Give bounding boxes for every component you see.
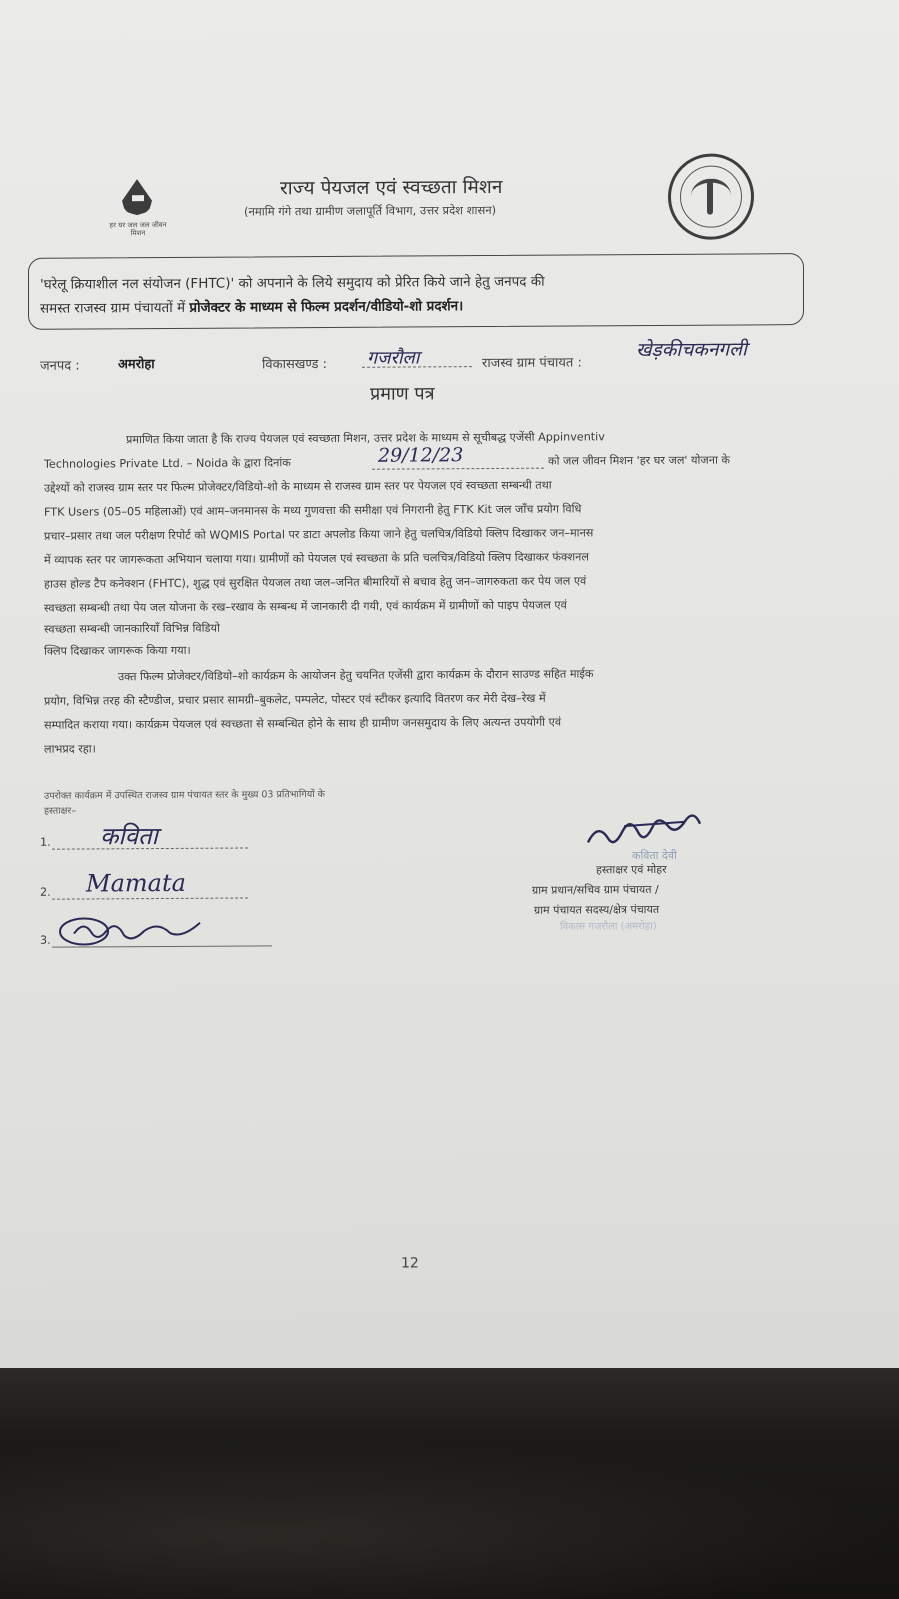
p1-line-7: हाउस होल्ड टैप कनेक्शन (FHTC), शुद्ध एवं सुरक्षित पेयजल तथा जल–जनित बीमारियों से बचाव हेतु जन–जागरुकता कर पेय जल एवं xyxy=(44,574,587,591)
participants-note-1: उपरोक्त कार्यक्रम में उपस्थित राजस्व ग्राम पंचायत स्तर के मुख्य 03 प्रतिभागियों के xyxy=(44,789,325,802)
certificate-title: प्रमाण पत्र xyxy=(370,383,435,405)
program-date: 29/12/23 xyxy=(378,444,464,467)
panchayat-label: राजस्व ग्राम पंचायत : xyxy=(482,355,582,372)
background-sheen xyxy=(0,1440,899,1599)
participant-1-num: 1. xyxy=(40,835,51,849)
panchayat-value: खेड़कीचकनगली xyxy=(636,338,747,362)
participants-note-2: हस्ताक्षर– xyxy=(44,805,77,817)
signatory-stamp-name: कविता देवी xyxy=(632,848,677,863)
up-govt-seal-icon xyxy=(668,153,754,240)
p1-line-2b: को जल जीवन मिशन 'हर घर जल' योजना के xyxy=(548,453,730,468)
p1-line-8: स्वच्छता सम्बन्धी तथा पेय जल योजना के रख–रखाव के सम्बन्ध में जानकारी दी गयी, एवं कार्यक्रम में ग्रामीणों को पाइप पेयजल एवं xyxy=(44,598,567,615)
p1-line-5: प्रचार–प्रसार तथा जल परीक्षण रिपोर्ट को WQMIS Portal पर डाटा अपलोड किया जाने हेतु चलचित्र/विडियो क्लिप दिखाकर जन–मानस xyxy=(44,526,594,543)
subject-line-2-bold: प्रोजेक्टर के माध्यम से फिल्म प्रदर्शन/वीडियो-शो प्रदर्शन। xyxy=(189,298,464,316)
signatory-line-1: हस्ताक्षर एवं मोहर xyxy=(596,862,667,877)
document-title: राज्य पेयजल एवं स्वच्छता मिशन xyxy=(280,175,503,200)
p1-line-1: प्रमाणित किया जाता है कि राज्य पेयजल एवं स्वच्छता मिशन, उत्तर प्रदेश के माध्यम से सूचीबद्ध एजेंसी Appinventiv xyxy=(126,430,605,447)
page-number: 12 xyxy=(401,1255,419,1272)
participant-2-num: 2. xyxy=(40,885,51,899)
subject-line-2 xyxy=(40,296,463,317)
p1-line-3: उद्देश्यों को राजस्व ग्राम स्तर पर फिल्म प्रोजेक्टर/विडियो-शो के माध्यम से राजस्व ग्राम स्तर पर पेयजल एवं स्वच्छता सम्बन्धी तथा xyxy=(44,478,552,495)
janpad-label: जनपद : xyxy=(40,358,80,374)
subject-line-1: 'घरेलू क्रियाशील नल संयोजन (FHTC)' को अपनाने के लिये समुदाय को प्रेरित किये जाने हेतु जनपद की xyxy=(40,273,545,293)
p2-line-1: उक्त फिल्म प्रोजेक्टर/विडियो–शो कार्यक्रम के आयोजन हेतु चयनित एजेंसी द्वारा कार्यक्रम के दौरान साउण्ड सहित माईक xyxy=(118,667,594,684)
signatory-line-3: ग्राम पंचायत सदस्य/क्षेत्र पंचायत xyxy=(534,902,660,917)
participant-1-signature: कविता xyxy=(100,822,158,851)
subject-line-2-prefix: समस्त राजस्व ग्राम पंचायतों में xyxy=(40,299,190,317)
document-subtitle: (नमामि गंगे तथा ग्रामीण जलापूर्ति विभाग, उत्तर प्रदेश शासन) xyxy=(244,202,497,219)
vikaskhand-value: गजरौला xyxy=(367,347,420,369)
p2-line-3: सम्पादित कराया गया। कार्यक्रम पेयजल एवं स्वच्छता से सम्बन्धित होने के साथ ही ग्रामीण जनसमुदाय के लिए अत्यन्त उपयोगी एवं xyxy=(44,715,562,732)
signatory-stamp-line: विकास गजरौला (अमरोहा) xyxy=(560,920,657,933)
p1-line-4: FTK Users (05–05 महिलाओं) एवं आम–जनमानस के मध्य गुणवत्ता की समीक्षा एवं निगरानी हेतु FTK Kit जल जाँच प्रयोग विधि xyxy=(44,502,582,519)
p1-line-2a: Technologies Private Ltd. – Noida के द्वारा दिनांक xyxy=(44,456,291,471)
p2-line-2: प्रयोग, विभिन्न तरह की स्टैण्डीज, प्रचार प्रसार सामग्री–बुकलेट, पम्पलेट, पोस्टर एवं स्टीकर इत्यादि वितरण कर मेरी देख–रेख में xyxy=(44,691,546,708)
p2-line-4: लाभप्रद रहा। xyxy=(44,742,96,756)
participant-3-signature-mark xyxy=(54,910,254,951)
tap-icon xyxy=(132,195,144,201)
p1-line-6: में व्यापक स्तर पर जागरूकता अभियान चलाया गया। ग्रामीणों को पेयजल एवं स्वच्छता के प्रति चलचित्र/विडियो क्लिप दिखाकर फंक्शनल xyxy=(44,550,589,567)
janpad-value: अमरोहा xyxy=(118,357,155,373)
p1-line-9: स्वच्छता सम्बन्धी जानकारियाँ विभिन्न विडियो xyxy=(44,621,220,636)
participant-3-num: 3. xyxy=(40,933,51,947)
har-ghar-jal-logo xyxy=(108,177,168,255)
vikaskhand-label: विकासखण्ड : xyxy=(262,357,328,373)
participant-2-signature: Mamata xyxy=(86,868,186,898)
p1-line-10: क्लिप दिखाकर जागरूक किया गया। xyxy=(44,643,191,658)
logo-caption: हर घर जल जल जीवन मिशन xyxy=(109,220,167,238)
signatory-line-2: ग्राम प्रधान/सचिव ग्राम पंचायत / xyxy=(532,882,659,897)
